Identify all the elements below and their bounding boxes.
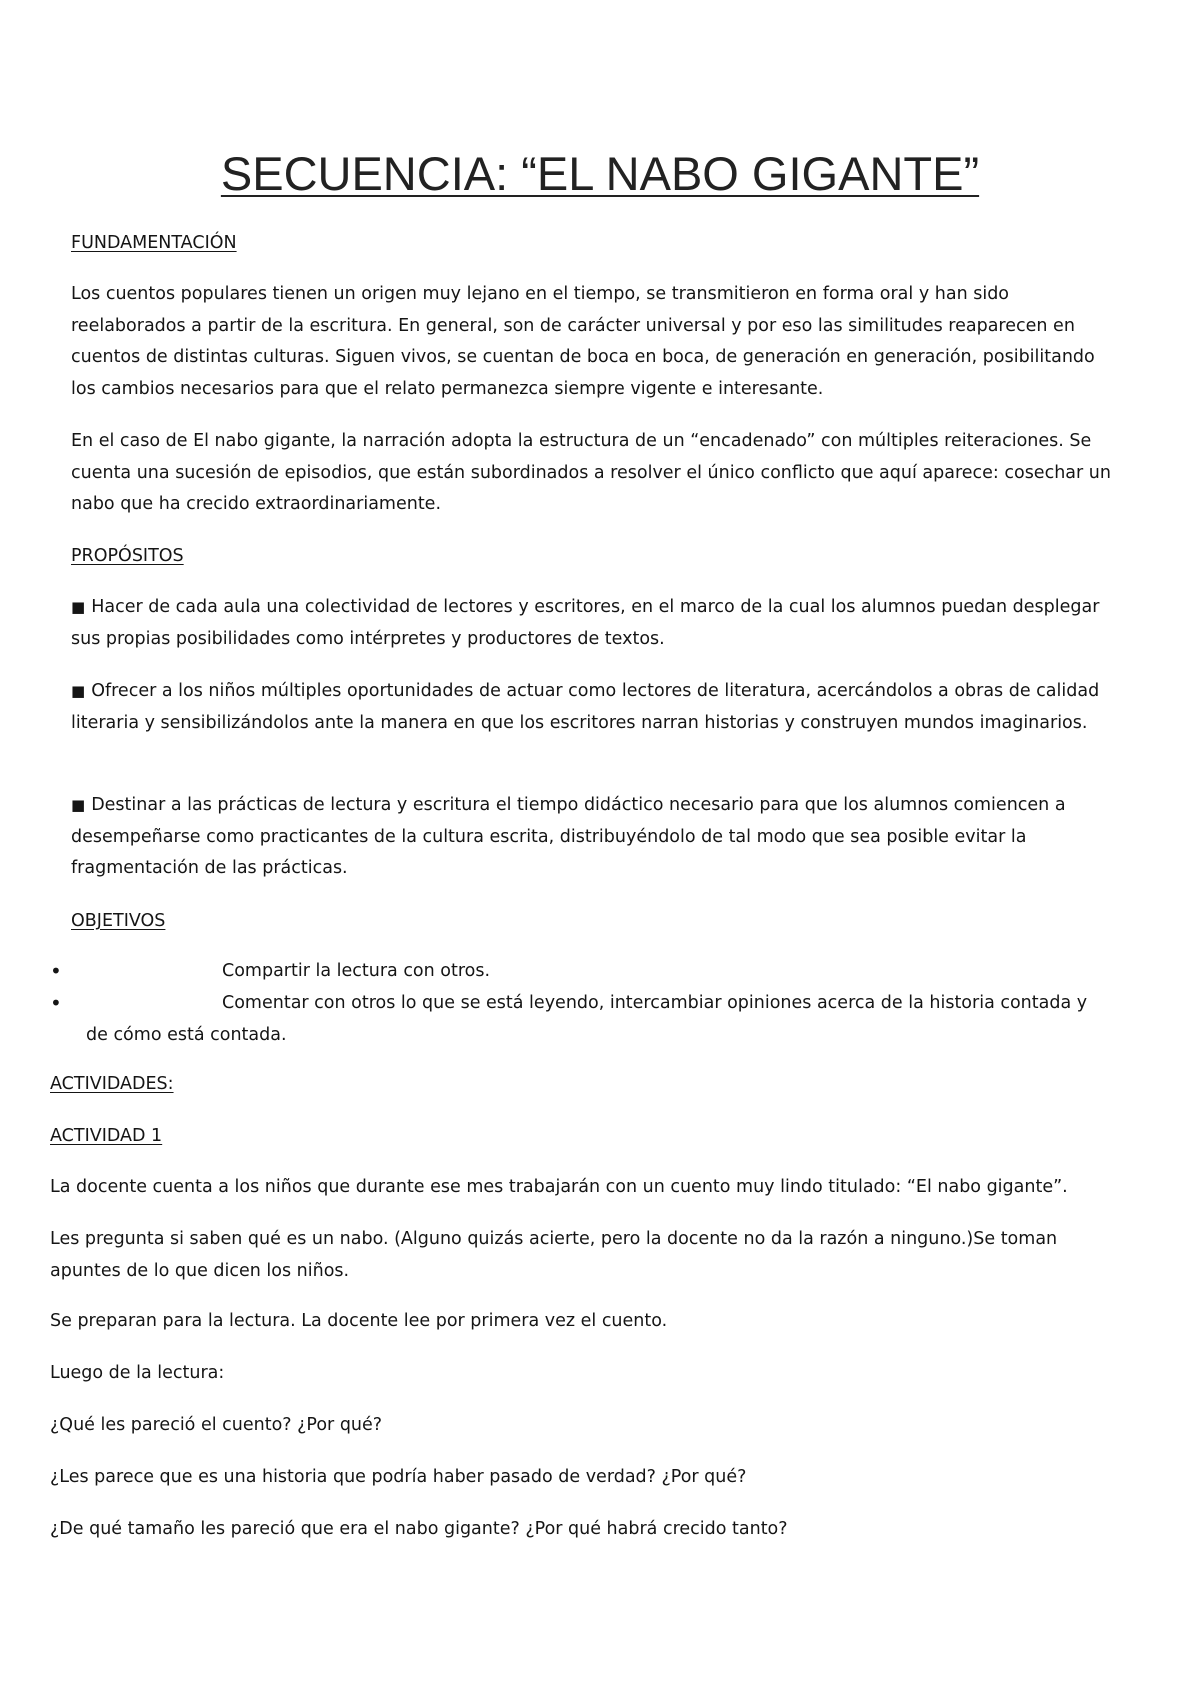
- actividad-1-question: ¿Qué les pareció el cuento? ¿Por qué?: [50, 1415, 383, 1435]
- actividad-1-line: Luego de la lectura:: [50, 1363, 225, 1383]
- fundamentacion-paragraph-1: Los cuentos populares tienen un origen muy lejano en el tiempo, se transmitieron en forma oral y han sido reelaborados a partir de la escritura. En general, son de carácter universal y por eso las similitudes reaparecen en cuentos de distintas culturas. Siguen vivos, se cuentan de boca en boca, de generación en generación, posibilitando los cambios necesarios para que el relato permanezca siempre vigente e interesante.: [71, 284, 1095, 399]
- actividad-1-question: ¿Les parece que es una historia que podría haber pasado de verdad? ¿Por qué?: [50, 1467, 747, 1487]
- actividad-1-line: Les pregunta si saben qué es un nabo. (Alguno quizás acierte, pero la docente no da la razón a ninguno.)Se toman apuntes de lo que dicen los niños.: [50, 1229, 1058, 1281]
- proposito-item-text: Destinar a las prácticas de lectura y escritura el tiempo didáctico necesario para que los alumnos comiencen a desempeñarse como practicantes de la cultura escrita, distribuyéndolo de tal modo que sea posible evitar la fragmentación de las prácticas.: [71, 795, 1066, 878]
- objetivos-heading: OBJETIVOS: [71, 911, 166, 931]
- proposito-item-1: [71, 592, 1111, 655]
- proposito-item-text: Ofrecer a los niños múltiples oportunidades de actuar como lectores de literatura, acercándolos a obras de calidad literaria y sensibilizándolos ante la manera en que los escritores narran historias y construyen mundos imaginarios.: [71, 681, 1100, 733]
- objetivo-item-text: Comentar con otros lo que se está leyendo, intercambiar opiniones acerca de la historia contada y de cómo está contada.: [86, 993, 1088, 1045]
- objetivo-item-2: [50, 988, 1110, 1051]
- actividad-1-line: La docente cuenta a los niños que durante ese mes trabajarán con un cuento muy lindo titulado: “El nabo gigante”.: [50, 1177, 1068, 1197]
- proposito-item-2: [71, 676, 1111, 739]
- square-bullet-icon: ■: [71, 682, 86, 700]
- actividad-1-line: Se preparan para la lectura. La docente lee por primera vez el cuento.: [50, 1311, 668, 1331]
- proposito-item-text: Hacer de cada aula una colectividad de lectores y escritores, en el marco de la cual los alumnos puedan desplegar sus propias posibilidades como intérpretes y productores de textos.: [71, 597, 1100, 649]
- square-bullet-icon: ■: [71, 796, 86, 814]
- objetivo-item-1: [50, 956, 1110, 988]
- actividades-heading: ACTIVIDADES:: [50, 1074, 174, 1094]
- propositos-heading: PROPÓSITOS: [71, 546, 184, 566]
- proposito-item-3: [71, 790, 1111, 885]
- fundamentacion-heading: FUNDAMENTACIÓN: [71, 233, 237, 253]
- bullet-dot-icon: •: [50, 959, 62, 983]
- objetivo-item-text: Compartir la lectura con otros.: [222, 961, 491, 981]
- actividad-1-question: ¿De qué tamaño les pareció que era el nabo gigante? ¿Por qué habrá crecido tanto?: [50, 1519, 788, 1539]
- bullet-dot-icon: •: [50, 991, 62, 1015]
- page-title: SECUENCIA: “EL NABO GIGANTE”: [220, 147, 980, 200]
- actividad-1-heading: ACTIVIDAD 1: [50, 1126, 163, 1146]
- fundamentacion-paragraph-2: En el caso de El nabo gigante, la narración adopta la estructura de un “encadenado” con múltiples reiteraciones. Se cuenta una sucesión de episodios, que están subordinados a resolver el único conflicto que aquí aparece: cosechar un nabo que ha crecido extraordinariamente.: [71, 431, 1111, 514]
- square-bullet-icon: ■: [71, 598, 86, 616]
